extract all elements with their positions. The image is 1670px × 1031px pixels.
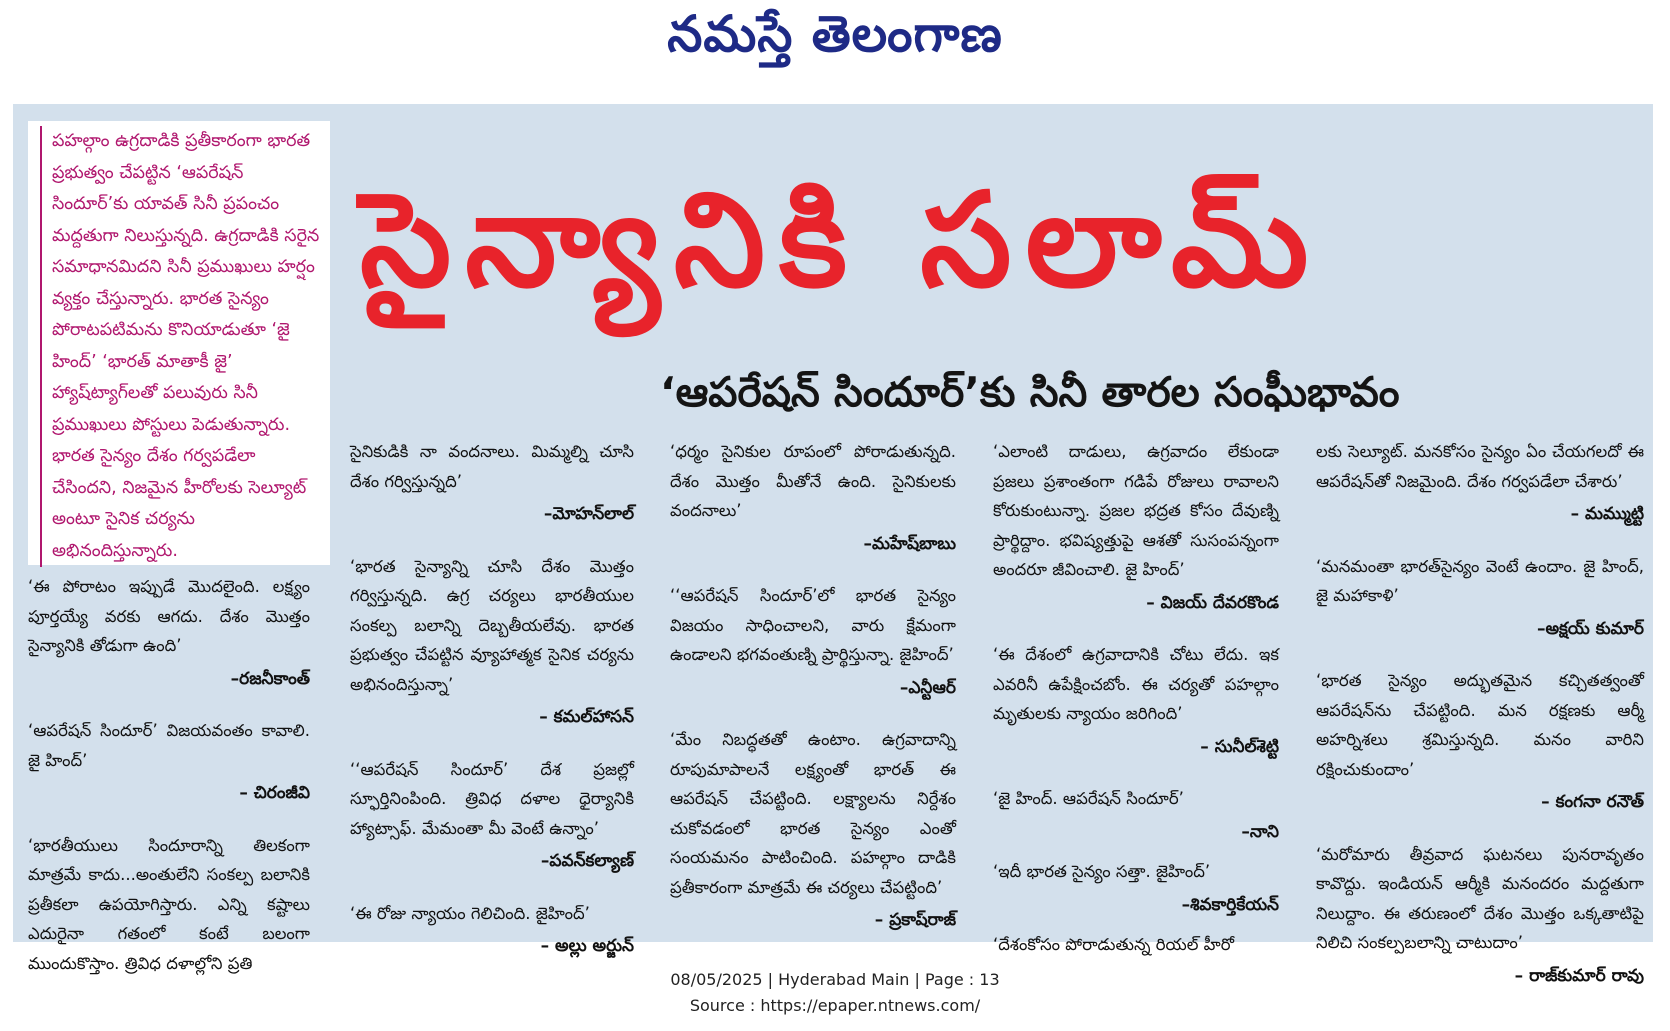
quote-block bbox=[350, 899, 634, 962]
quote-block bbox=[1316, 840, 1644, 992]
quote-block bbox=[993, 857, 1279, 920]
quote-text: ‘ఈ దేశంలో ఉగ్రవాదానికి చోటు లేదు. ఇక ఎవరినీ ఉపేక్షించబోం. ఈ చర్యతో పహల్గాం మృతులకు న్యాయం జరిగింది’ bbox=[993, 645, 1279, 723]
quote-text: ‘ధర్మం సైనికుల రూపంలో పోరాడుతున్నది. దేశం మొత్తం మీతోనే ఉంది. సైనికులకు వందనాలు’ bbox=[670, 442, 956, 520]
quote-block bbox=[1316, 666, 1644, 818]
quote-block bbox=[993, 784, 1279, 847]
quote-attribution: – విజయ్ దేవరకొండ bbox=[1146, 592, 1279, 613]
quote-text: ‘ఆపరేషన్ సిందూర్’ విజయవంతం కావాలి. జై హింద్’ bbox=[28, 721, 310, 770]
quote-attribution: – ప్రకాష్‌రాజ్ bbox=[874, 910, 956, 930]
quote-attribution: –ఎన్టీఆర్ bbox=[899, 677, 956, 698]
quote-attribution: –మోహన్‌లాల్ bbox=[543, 504, 634, 524]
quote-attribution: – కంగనా రనౌత్ bbox=[1541, 792, 1644, 812]
quote-block bbox=[1316, 552, 1644, 645]
quote-text: ‘ఇదీ భారత సైన్యం సత్తా. జైహింద్’ bbox=[993, 862, 1211, 881]
quote-text: ‘ఈ రోజు న్యాయం గెలిచింది. జైహింద్’ bbox=[350, 903, 590, 923]
quote-block bbox=[28, 716, 310, 809]
quote-column-2 bbox=[350, 437, 634, 984]
headline: సైన్యానికి సలామ్ bbox=[360, 164, 1323, 316]
quote-text: ‘మనమంతా భారత్‌సైన్యం వెంటే ఉందాం. జై హింద్, జై మహాకాళి’ bbox=[1316, 556, 1644, 605]
quote-block bbox=[670, 581, 956, 703]
quote-block bbox=[28, 572, 310, 694]
subheadline: ‘ఆపరేషన్ సిందూర్’కు సినీ తారల సంఘీభావం bbox=[660, 368, 1400, 416]
newspaper-masthead: నమస్తే తెలంగాణ bbox=[667, 4, 1003, 63]
quote-attribution: –మహేష్‌బాబు bbox=[863, 533, 956, 554]
quote-text: ‘ఈ పోరాటం ఇప్పుడే మొదలైంది. లక్ష్యం పూర్తయ్యే వరకు ఆగదు. దేశం మొత్తం సైన్యానికి తోడుగా ఉంది’ bbox=[28, 577, 310, 655]
quote-text: ‘మేం నిబద్ధతతో ఉంటాం. ఉగ్రవాదాన్ని రూపుమాపాలనే లక్ష్యంతో భారత్ ఈ ఆపరేషన్ చేపట్టింది. లక్ష్యాలను నిర్దేశం చుకోవడంలో భారత సైన్యం ఎంతో సంయమనం పాటించింది. పహల్గాం దాడికి ప్రతీకారంగా మాత్రమే ఈ చర్యలు చేపట్టింది’ bbox=[670, 730, 956, 897]
quote-text: ‘దేశంకోసం పోరాడుతున్న రియల్ హీరో bbox=[993, 935, 1234, 954]
quote-text: లకు సెల్యూట్. మనకోసం సైన్యం ఏం చేయగలదో ఈ ఆపరేషన్‌తో నిజమైంది. దేశం గర్వపడేలా చేశారు’ bbox=[1316, 442, 1644, 491]
quote-block bbox=[350, 552, 634, 733]
quote-attribution: – చిరంజీవి bbox=[239, 783, 310, 803]
quote-attribution: –అక్షయ్ కుమార్ bbox=[1536, 618, 1644, 639]
quote-attribution: – అల్లు అర్జున్ bbox=[540, 936, 634, 956]
quote-column-4 bbox=[993, 437, 1279, 982]
intro-paragraph: పహల్గాం ఉగ్రదాడికి ప్రతీకారంగా భారత ప్రభుత్వం చేపట్టిన ‘ఆపరేషన్ సిందూర్’కు యావత్ సినీ ప్రపంచం మద్దతుగా నిలుస్తున్నది. ఉగ్రదాడికి సరైన సమాధానమిదని సినీ ప్రముఖులు హర్షం వ్యక్తం చేస్తున్నారు. భారత సైన్యం పోరాటపటిమను కొనియాడుతూ ‘జై హింద్’ ‘భారత్ మాతాకీ జై’ హ్యాష్‌ట్యాగ్‌లతో పలువురు సినీ ప్రముఖులు పోస్టులు పెడుతున్నారు. భారత సైన్యం దేశం గర్వపడేలా చేసిందని, నిజమైన హీరోలకు సెల్యూట్ అంటూ సైనిక చర్యను అభినందిస్తున్నారు. bbox=[40, 126, 324, 567]
quote-block bbox=[670, 725, 956, 936]
quote-attribution: – కమల్‌హాసన్ bbox=[539, 707, 634, 727]
footer-source: Source : https://epaper.ntnews.com/ bbox=[689, 996, 981, 1015]
quote-text: ‘భారతీయులు సిందూరాన్ని తిలకంగా మాత్రమే కాదు...అంతులేని సంకల్ప బలానికి ప్రతీకలా ఉపయోగిస్తారు. ఎన్ని కష్టాలు ఎదురైనా గతంలో కంటే బలంగా ముందుకొస్తాం. త్రివిధ దళాల్లోని ప్రతి bbox=[28, 835, 310, 973]
quote-text: ‘ఎలాంటి దాడులు, ఉగ్రవాదం లేకుండా ప్రజలు ప్రశాంతంగా గడిపే రోజులు రావాలని కోరుకుంటున్నా. ప్రజల భద్రత కోసం దేవుణ్ని ప్రార్థిద్దాం. భవిష్యత్తుపై ఆశతో సుసంపన్నంగా అందరూ జీవించాలి. జై హింద్’ bbox=[993, 442, 1279, 579]
quote-attribution: –శివకార్తికేయన్ bbox=[1181, 894, 1279, 915]
quote-attribution: –పవన్‌కల్యాణ్ bbox=[540, 851, 634, 871]
quote-text: ‘భారత సైన్యం అద్భుతమైన కచ్చితత్వంతో ఆపరేషన్‌ను చేపట్టింది. మన రక్షణకు ఆర్మీ అహర్నిశలు శ్రమిస్తున్నది. మనం వారిని రక్షించుకుందాం’ bbox=[1316, 671, 1644, 779]
quote-attribution: – రాజ్‌కుమార్ రావు bbox=[1514, 965, 1644, 986]
quote-block bbox=[350, 755, 634, 877]
quote-text: ‘‘ఆపరేషన్ సిందూర్’ దేశ ప్రజల్లో స్ఫూర్తినింపింది. త్రివిధ దళాల ధైర్యానికి హ్యాట్సాఫ్. మేమంతా మీ వెంటే ఉన్నాం’ bbox=[350, 759, 634, 838]
quote-text: ‘‘ఆపరేషన్ సిందూర్’లో భారత సైన్యం విజయం సాధించాలని, వారు క్షేమంగా ఉండాలని భగవంతుణ్ని ప్రార్థిస్తున్నా. జైహింద్’ bbox=[670, 586, 956, 664]
quote-attribution: –రజనీకాంత్ bbox=[230, 668, 310, 689]
quote-attribution: – మమ్ముట్టి bbox=[1570, 504, 1644, 524]
quote-block bbox=[350, 437, 634, 530]
quote-column-1 bbox=[28, 572, 310, 1000]
quote-block bbox=[1316, 437, 1644, 530]
quote-column-5 bbox=[1316, 437, 1644, 1013]
quote-block bbox=[993, 640, 1279, 762]
quote-text: సైనికుడికి నా వందనాలు. మిమ్మల్ని చూసి దేశం గర్విస్తున్నది’ bbox=[350, 442, 634, 491]
quote-attribution: –నాని bbox=[1241, 821, 1279, 842]
quote-text: ‘మరోమారు తీవ్రవాద ఘటనలు పునరావృతం కావొద్దు. ఇండియన్ ఆర్మీకి మనందరం మద్దతుగా నిలుద్దాం. ఈ తరుణంలో దేశం మొత్తం ఒక్కతాటిపై నిలిచి సంకల్పబలాన్ని చాటుదాం’ bbox=[1316, 844, 1644, 952]
quote-block bbox=[670, 437, 956, 559]
quote-text: ‘జై హింద్. ఆపరేషన్ సిందూర్’ bbox=[993, 789, 1184, 808]
quote-attribution: – సునీల్‌శెట్టి bbox=[1200, 736, 1279, 757]
quote-text: ‘భారత సైన్యాన్ని చూసి దేశం మొత్తం గర్విస్తున్నది. ఉగ్ర చర్యలు భారతీయుల సంకల్ప బలాన్ని దెబ్బతీయలేవు. భారత ప్రభుత్వం చేపట్టిన వ్యూహాత్మక సైనిక చర్యను అభినందిస్తున్నా’ bbox=[350, 556, 634, 694]
quote-block bbox=[993, 437, 1279, 618]
footer-date-edition: 08/05/2025 | Hyderabad Main | Page : 13 bbox=[670, 970, 1000, 989]
quote-block bbox=[28, 831, 310, 979]
quote-block bbox=[993, 930, 1279, 960]
quote-column-3 bbox=[670, 437, 956, 958]
